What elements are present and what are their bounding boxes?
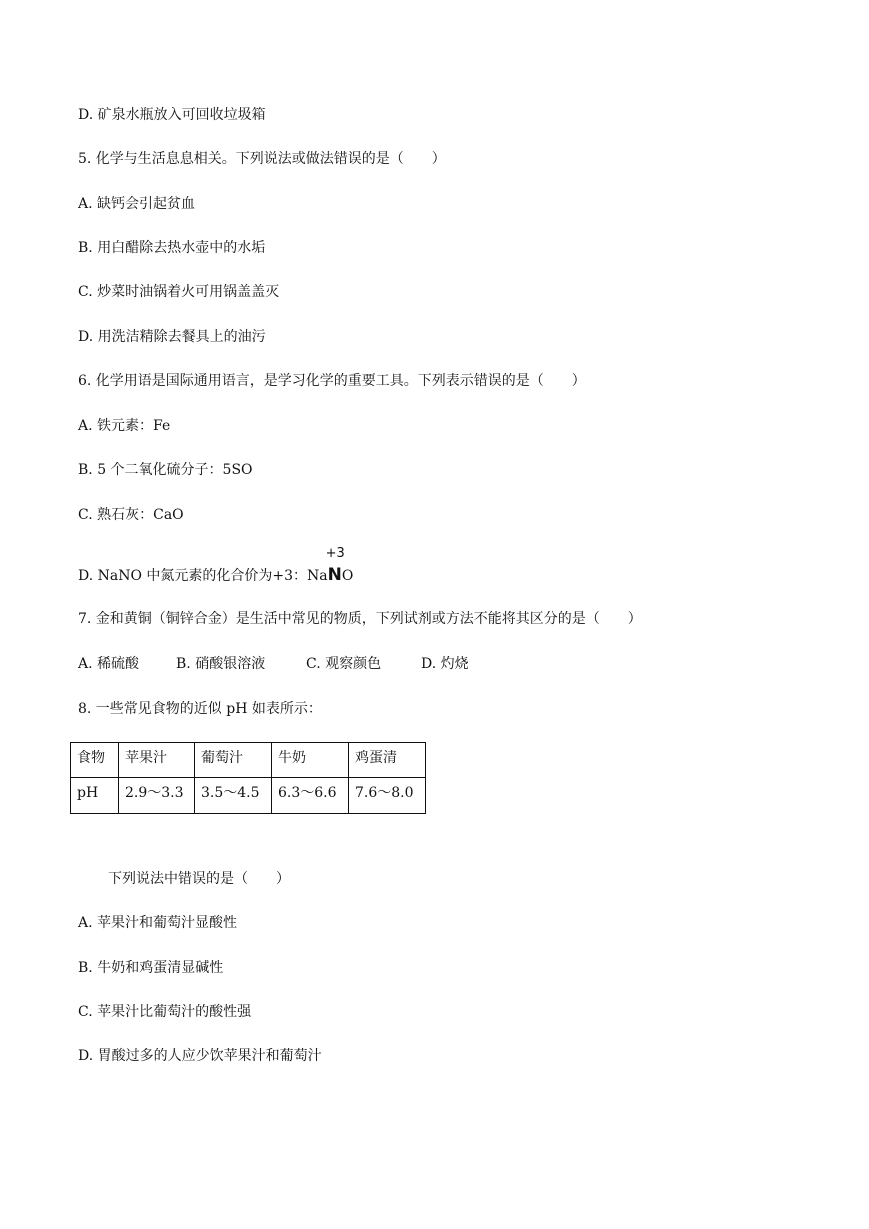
q8-option-b: B. 牛奶和鸡蛋清显碱性 <box>78 960 224 976</box>
q8-option-c: C. 苹果汁比葡萄汁的酸性强 <box>78 1004 252 1020</box>
table-cell: pH <box>71 778 119 814</box>
table-cell: 苹果汁 <box>119 743 195 778</box>
q5-stem: 5. 化学与生活息息相关。下列说法或做法错误的是（ ） <box>78 151 446 167</box>
q5-option-a: A. 缺钙会引起贫血 <box>78 196 196 212</box>
table-cell: 牛奶 <box>272 743 349 778</box>
q8-stem: 8. 一些常见食物的近似 pH 如表所示： <box>78 701 322 717</box>
table-cell: 3.5～4.5 <box>195 778 272 814</box>
table-cell: 鸡蛋清 <box>349 743 426 778</box>
q6-option-d-suffix: O <box>341 568 354 584</box>
q7-stem: 7. 金和黄铜（铜锌合金）是生活中常见的物质，下列试剂或方法不能将其区分的是（ ） <box>78 611 642 627</box>
q4-option-d: D. 矿泉水瓶放入可回收垃圾箱 <box>78 107 266 123</box>
q6-option-b: B. 5 个二氧化硫分子：5SO <box>78 462 253 478</box>
q5-option-b: B. 用白醋除去热水壶中的水垢 <box>78 240 266 256</box>
q5-option-d: D. 用洗洁精除去餐具上的油污 <box>78 329 266 345</box>
valence-label: +3 <box>325 546 345 561</box>
valence-notation <box>325 546 345 585</box>
table-header-row <box>71 743 426 778</box>
q8-option-d: D. 胃酸过多的人应少饮苹果汁和葡萄汁 <box>78 1048 322 1064</box>
q6-stem: 6. 化学用语是国际通用语言，是学习化学的重要工具。下列表示错误的是（ ） <box>78 373 586 389</box>
table-cell: 6.3～6.6 <box>272 778 349 814</box>
table-cell: 7.6～8.0 <box>349 778 426 814</box>
table-cell: 食物 <box>71 743 119 778</box>
q8-question: 下列说法中错误的是（ ） <box>108 871 290 887</box>
q7-option-a: A. 稀硫酸 <box>78 656 140 672</box>
ph-table <box>70 742 426 814</box>
q6-option-c: C. 熟石灰：CaO <box>78 507 184 523</box>
q8-option-a: A. 苹果汁和葡萄汁显酸性 <box>78 915 238 931</box>
q6-option-d-prefix: D. NaNO 中氮元素的化合价为+3：Na <box>78 568 328 584</box>
table-cell: 2.9～3.3 <box>119 778 195 814</box>
q7-option-c: C. 观察颜色 <box>306 656 382 672</box>
q6-option-d <box>78 546 354 585</box>
q7-option-b: B. 硝酸银溶液 <box>176 656 266 672</box>
q6-option-a: A. 铁元素：Fe <box>78 418 171 434</box>
q7-option-d: D. 灼烧 <box>421 656 469 672</box>
q7-options <box>78 655 469 673</box>
q5-option-c: C. 炒菜时油锅着火可用锅盖盖灭 <box>78 284 280 300</box>
table-cell: 葡萄汁 <box>195 743 272 778</box>
valence-element: N <box>327 565 342 585</box>
table-row <box>71 778 426 814</box>
